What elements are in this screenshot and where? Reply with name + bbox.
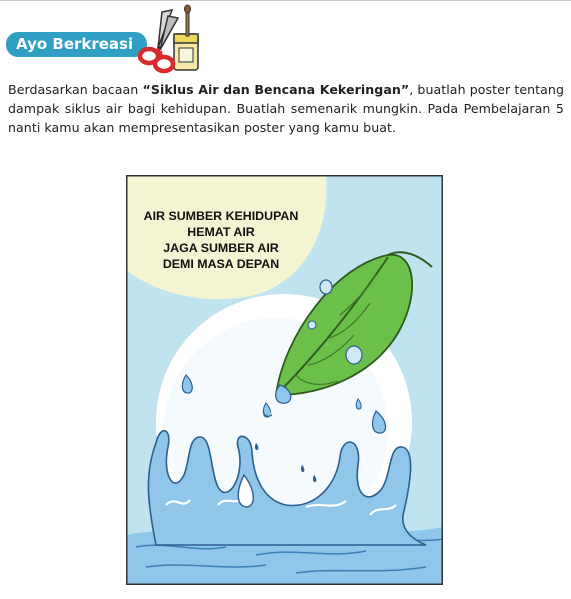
instruction-text-2: , buatlah poster tentang dampak siklus air bagi kehidupan. Buatlah semenarik mungkin. Pada Pembelajaran 5 nanti kamu akan mempresentasikan poster yang kamu buat. [8,82,564,135]
slogan-line: HEMAT AIR [187,225,255,239]
slogan-line: JAGA SUMBER AIR [163,241,279,255]
slogan-line: DEMI MASA DEPAN [162,257,280,271]
instruction-paragraph [8,80,564,137]
section-badge [6,32,147,57]
badge-label: Ayo Berkreasi [16,35,134,53]
scissors-and-glue-icon [138,4,208,76]
slogan-line: AIR SUMBER KEHIDUPAN [143,209,299,223]
instruction-text-1: Berdasarkan bacaan [8,82,143,97]
poster-slogan [128,208,314,272]
reading-title: “Siklus Air dan Bencana Kekeringan” [142,82,410,97]
top-divider [0,0,571,1]
